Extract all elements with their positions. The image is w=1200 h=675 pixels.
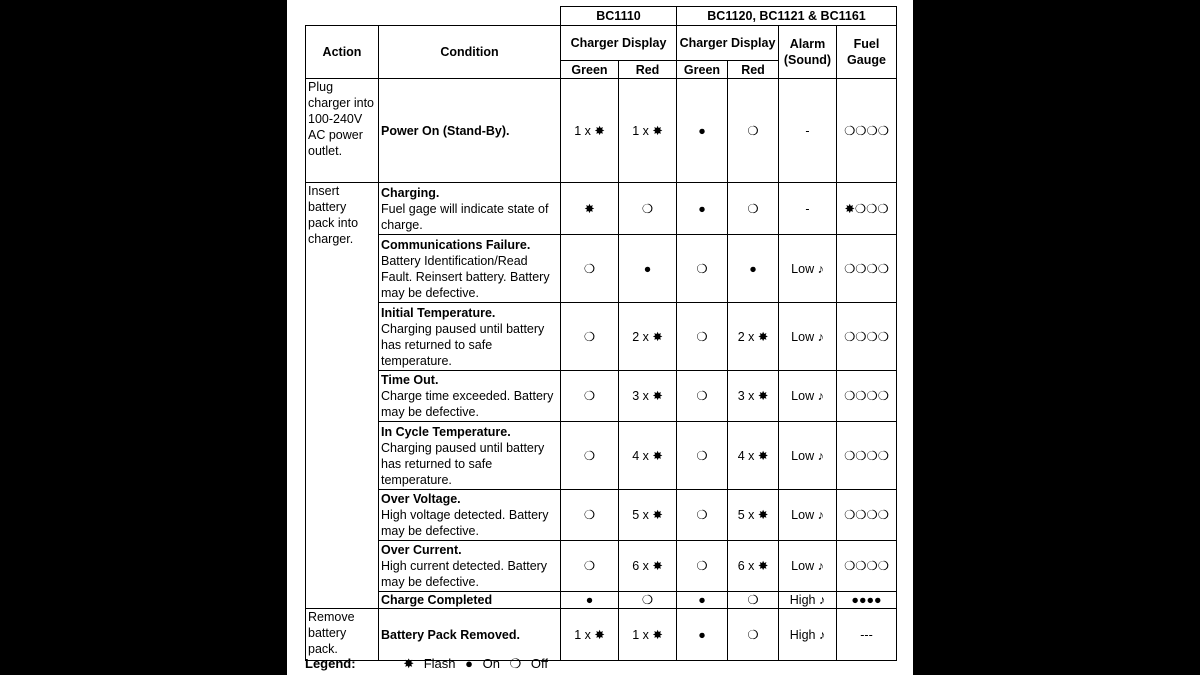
green-status: 1 x ✸ bbox=[561, 79, 619, 183]
condition-cell bbox=[379, 303, 561, 371]
green-status: ❍ bbox=[677, 490, 728, 541]
red-header-2: Red bbox=[728, 61, 779, 79]
red-status: 6 x ✸ bbox=[728, 541, 779, 592]
condition-description: Charging paused until battery has returned to safe temperature. bbox=[381, 321, 545, 368]
alarm-status: Low ♪ bbox=[779, 235, 837, 303]
red-status: ❍ bbox=[728, 592, 779, 609]
green-status: ● bbox=[677, 183, 728, 235]
condition-title: Charge Completed bbox=[381, 593, 493, 607]
condition-title: Battery Pack Removed. bbox=[381, 627, 520, 642]
fuel-gauge-status: ❍❍❍❍ bbox=[837, 371, 897, 422]
red-status: ● bbox=[728, 235, 779, 303]
red-status: ❍ bbox=[619, 592, 677, 609]
alarm-status: Low ♪ bbox=[779, 490, 837, 541]
green-status: ❍ bbox=[561, 541, 619, 592]
green-status: ❍ bbox=[677, 235, 728, 303]
on-icon: ● bbox=[465, 656, 473, 671]
condition-cell bbox=[379, 79, 561, 183]
table-row bbox=[306, 541, 897, 592]
action-cell: Remove battery pack. bbox=[306, 609, 379, 661]
table-row bbox=[306, 79, 897, 183]
green-status: ● bbox=[677, 609, 728, 661]
table-row bbox=[306, 183, 897, 235]
condition-title: Initial Temperature. bbox=[381, 305, 496, 320]
model-bc1120-header: BC1120, BC1121 & BC1161 bbox=[677, 7, 897, 26]
red-status: ❍ bbox=[619, 183, 677, 235]
fuel-gauge-header: Fuel Gauge bbox=[837, 26, 897, 79]
condition-cell bbox=[379, 422, 561, 490]
green-status: ✸ bbox=[561, 183, 619, 235]
green-header-2: Green bbox=[677, 61, 728, 79]
red-status: 2 x ✸ bbox=[728, 303, 779, 371]
condition-cell bbox=[379, 609, 561, 661]
action-cell: Insert battery pack into charger. bbox=[306, 183, 379, 609]
green-header: Green bbox=[561, 61, 619, 79]
action-cell: Plug charger into 100-240V AC power outlet. bbox=[306, 79, 379, 183]
alarm-status: - bbox=[779, 79, 837, 183]
green-status: ❍ bbox=[677, 303, 728, 371]
red-status: 4 x ✸ bbox=[619, 422, 677, 490]
condition-title: Over Current. bbox=[381, 543, 462, 557]
document-page bbox=[287, 0, 913, 675]
alarm-status: Low ♪ bbox=[779, 541, 837, 592]
table-row bbox=[306, 303, 897, 371]
flash-icon: ✸ bbox=[403, 656, 415, 671]
condition-cell bbox=[379, 592, 561, 609]
legend-on: On bbox=[482, 656, 500, 671]
condition-cell bbox=[379, 541, 561, 592]
condition-description: Charging paused until battery has returned to safe temperature. bbox=[381, 440, 545, 487]
condition-title: Power On (Stand-By). bbox=[381, 123, 510, 138]
condition-description: Fuel gage will indicate state of charge. bbox=[381, 201, 549, 232]
green-status: 1 x ✸ bbox=[561, 609, 619, 661]
alarm-header: Alarm (Sound) bbox=[779, 26, 837, 79]
green-status: ❍ bbox=[561, 303, 619, 371]
condition-cell bbox=[379, 235, 561, 303]
table-row bbox=[306, 490, 897, 541]
red-status: 3 x ✸ bbox=[728, 371, 779, 422]
fuel-gauge-status: ❍❍❍❍ bbox=[837, 490, 897, 541]
condition-title: Over Voltage. bbox=[381, 492, 461, 506]
green-status: ● bbox=[677, 592, 728, 609]
green-status: ❍ bbox=[677, 541, 728, 592]
condition-title: Time Out. bbox=[381, 373, 439, 387]
fuel-gauge-status: ❍❍❍❍ bbox=[837, 541, 897, 592]
table-row bbox=[306, 235, 897, 303]
condition-title: In Cycle Temperature. bbox=[381, 424, 511, 439]
fuel-gauge-status: ✸❍❍❍ bbox=[837, 183, 897, 235]
condition-cell bbox=[379, 371, 561, 422]
red-status: 1 x ✸ bbox=[619, 79, 677, 183]
green-status: ● bbox=[677, 79, 728, 183]
condition-cell bbox=[379, 183, 561, 235]
off-icon: ❍ bbox=[509, 656, 522, 671]
alarm-status: Low ♪ bbox=[779, 422, 837, 490]
table-row bbox=[306, 609, 897, 661]
table-row bbox=[306, 592, 897, 609]
fuel-gauge-status: ❍❍❍❍ bbox=[837, 303, 897, 371]
fuel-gauge-status: ●●●● bbox=[837, 592, 897, 609]
legend-label: Legend: bbox=[305, 656, 356, 671]
green-status: ❍ bbox=[677, 422, 728, 490]
fuel-gauge-status: --- bbox=[837, 609, 897, 661]
condition-title: Communications Failure. bbox=[381, 237, 531, 252]
red-status: 1 x ✸ bbox=[619, 609, 677, 661]
condition-header: Condition bbox=[379, 26, 561, 79]
charger-display-header: Charger Display bbox=[561, 26, 677, 61]
alarm-status: High ♪ bbox=[779, 592, 837, 609]
alarm-status: - bbox=[779, 183, 837, 235]
fuel-gauge-status: ❍❍❍❍ bbox=[837, 79, 897, 183]
condition-cell bbox=[379, 490, 561, 541]
red-status: 3 x ✸ bbox=[619, 371, 677, 422]
red-status: 4 x ✸ bbox=[728, 422, 779, 490]
charger-display-header-2: Charger Display bbox=[677, 26, 779, 61]
legend bbox=[305, 656, 554, 672]
red-status: ❍ bbox=[728, 79, 779, 183]
red-status: 5 x ✸ bbox=[619, 490, 677, 541]
red-status: 5 x ✸ bbox=[728, 490, 779, 541]
green-status: ❍ bbox=[677, 371, 728, 422]
condition-description: High voltage detected. Battery may be defective. bbox=[381, 508, 549, 538]
table-row bbox=[306, 371, 897, 422]
condition-description: Battery Identification/Read Fault. Reinsert battery. Battery may be defective. bbox=[381, 253, 550, 300]
alarm-status: Low ♪ bbox=[779, 371, 837, 422]
red-status: 6 x ✸ bbox=[619, 541, 677, 592]
condition-description: Charge time exceeded. Battery may be defective. bbox=[381, 389, 554, 419]
alarm-status: Low ♪ bbox=[779, 303, 837, 371]
action-header: Action bbox=[306, 26, 379, 79]
green-status: ❍ bbox=[561, 490, 619, 541]
condition-description: High current detected. Battery may be defective. bbox=[381, 559, 548, 589]
green-status: ❍ bbox=[561, 371, 619, 422]
green-status: ❍ bbox=[561, 235, 619, 303]
condition-title: Charging. bbox=[381, 185, 440, 200]
fuel-gauge-status: ❍❍❍❍ bbox=[837, 422, 897, 490]
fuel-gauge-status: ❍❍❍❍ bbox=[837, 235, 897, 303]
legend-flash: Flash bbox=[423, 656, 456, 671]
green-status: ● bbox=[561, 592, 619, 609]
red-status: ❍ bbox=[728, 183, 779, 235]
red-status: ● bbox=[619, 235, 677, 303]
red-header: Red bbox=[619, 61, 677, 79]
red-status: ❍ bbox=[728, 609, 779, 661]
charger-status-table bbox=[305, 6, 897, 661]
model-bc1110-header: BC1110 bbox=[561, 7, 677, 26]
green-status: ❍ bbox=[561, 422, 619, 490]
table-row bbox=[306, 422, 897, 490]
alarm-status: High ♪ bbox=[779, 609, 837, 661]
red-status: 2 x ✸ bbox=[619, 303, 677, 371]
legend-off: Off bbox=[530, 656, 548, 671]
